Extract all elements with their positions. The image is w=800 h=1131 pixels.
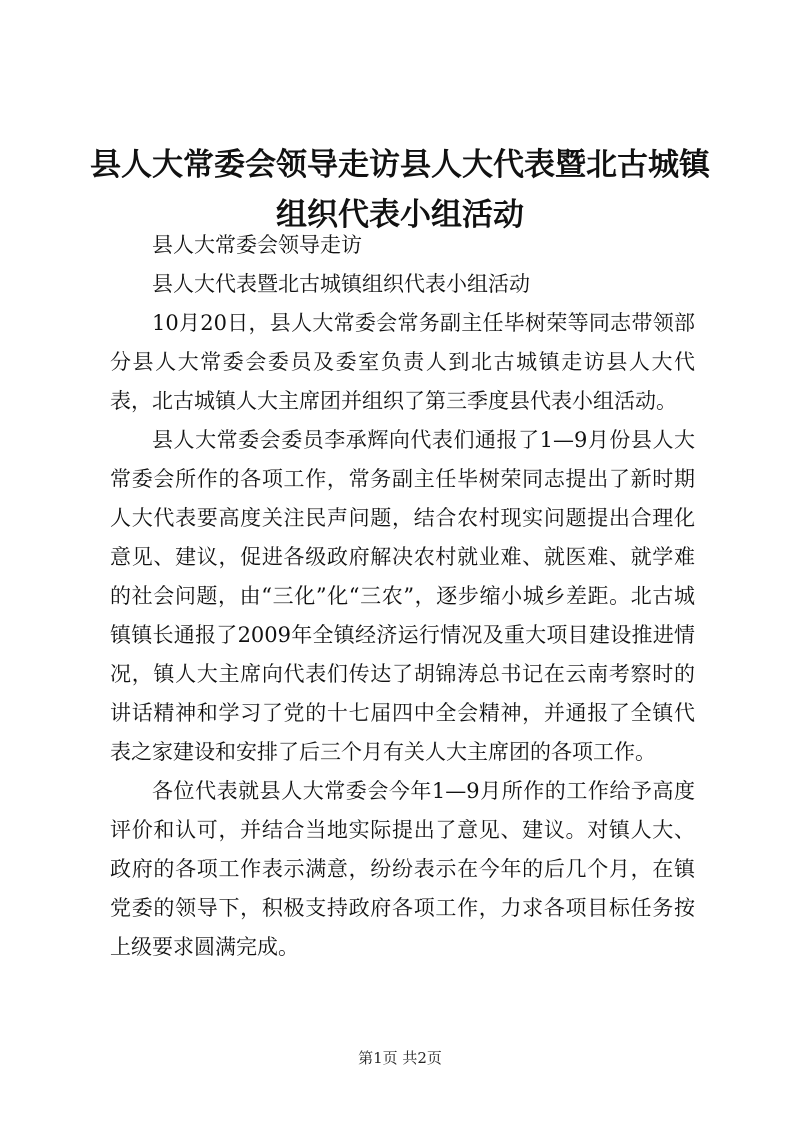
page-number-footer: 第1页 共2页	[358, 1049, 442, 1067]
body-paragraph-3: 各位代表就县人大常委会今年1—9月所作的工作给予高度评价和认可，并结合当地实际提出了意见、建议。对镇人大、政府的各项工作表示满意，纷纷表示在今年的后几个月，在镇党委的领导下，积极支持政府各项工作，力求各项目标任务按上级要求圆满完成。	[110, 779, 695, 959]
document-body	[110, 226, 695, 967]
title-line-1: 县人大常委会领导走访县人大代表暨北古城镇	[90, 147, 710, 183]
body-paragraph-1: 10月20日，县人大常委会常务副主任毕树荣等同志带领部分县人大常委会委员及委室负责人到北古城镇走访县人大代表，北古城镇人大主席团并组织了第三季度县代表小组活动。	[110, 311, 695, 413]
title-line-2: 组织代表小组活动	[276, 197, 524, 233]
document-title	[90, 140, 710, 240]
subheading-1: 县人大常委会领导走访	[152, 233, 362, 257]
body-paragraph-2: 县人大常委会委员李承辉向代表们通报了1—9月份县人大常委会所作的各项工作，常务副主任毕树荣同志提出了新时期人大代表要高度关注民声问题，结合农村现实问题提出合理化意见、建议，促进各级政府解决农村就业难、就医难、就学难的社会问题，由“三化”化“三农”，逐步缩小城乡差距。北古城镇镇长通报了2009年全镇经济运行情况及重大项目建设推进情况，镇人大主席向代表们传达了胡锦涛总书记在云南考察时的讲话精神和学习了党的十七届四中全会精神，并通报了全镇代表之家建设和安排了后三个月有关人大主席团的各项工作。	[110, 428, 695, 764]
subheading-2: 县人大代表暨北古城镇组织代表小组活动	[152, 272, 530, 296]
